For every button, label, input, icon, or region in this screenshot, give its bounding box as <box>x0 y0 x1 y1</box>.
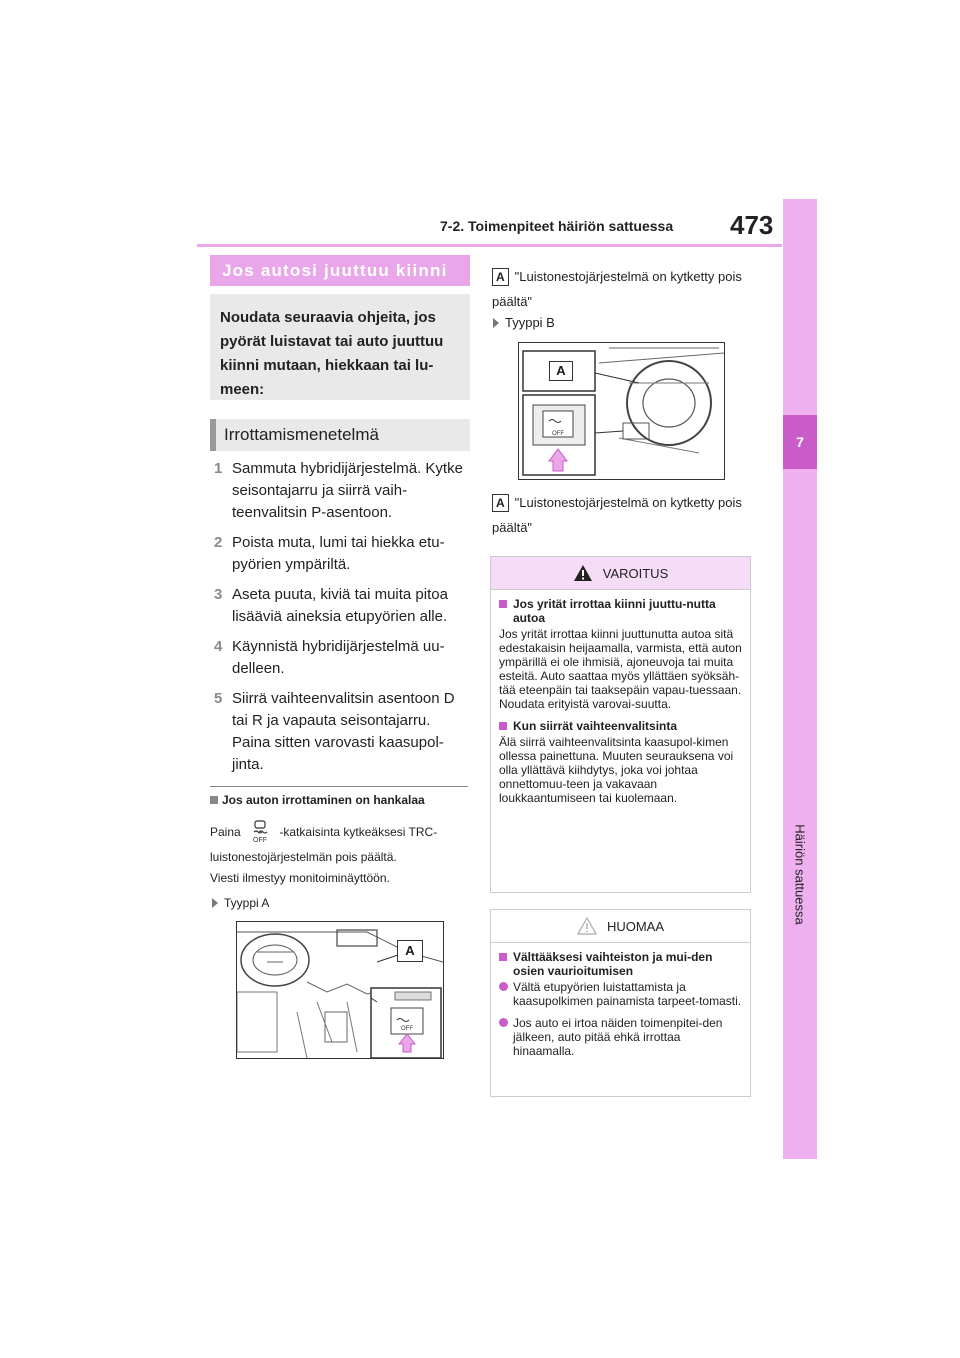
step-text: Aseta puuta, kiviä tai muita pitoa lisääviä aineksia etupyörien alle. <box>232 586 448 625</box>
subheading-text: Jos auton irrottaminen on hankalaa <box>222 793 425 807</box>
note-header <box>491 910 750 943</box>
instruction-line <box>210 820 472 844</box>
caution-icon <box>577 917 597 935</box>
warning-box <box>490 556 751 893</box>
triangle-bullet-icon <box>212 898 218 908</box>
label-a-callout: A <box>549 361 573 381</box>
triangle-bullet-icon <box>493 318 499 328</box>
side-tab <box>783 199 817 1159</box>
trc-off-switch-icon <box>248 820 272 844</box>
chapter-number: 7 <box>783 415 817 469</box>
section-heading: Irrottamismenetelmä <box>210 419 470 451</box>
svg-text:OFF: OFF <box>401 1026 413 1032</box>
note-bullet-2-text: Jos auto ei irtoa näiden toimenpitei-den jälkeen, auto pitää ehkä irrottaa hinaamalla. <box>513 1016 723 1058</box>
round-bullet-icon <box>499 1018 508 1027</box>
label-a-icon: A <box>492 268 509 286</box>
step-text: Käynnistä hybridijärjestelmä uu-delleen. <box>232 638 445 677</box>
square-bullet-icon <box>499 722 507 730</box>
figure-type-b <box>518 342 725 480</box>
topic-banner: Jos autosi juuttuu kiinni <box>210 255 470 286</box>
svg-text:OFF: OFF <box>552 431 564 437</box>
step-4 <box>210 636 472 680</box>
warning-title: VAROITUS <box>602 565 669 581</box>
note-box <box>490 909 751 1097</box>
katkaisin-text: -katkaisinta kytkeäksesi TRC- <box>279 825 438 839</box>
caption-a2-text: "Luistonestojärjestelmä on kytketty pois päältä" <box>492 495 742 535</box>
step-number: 5 <box>214 690 223 707</box>
type-b-text: Tyyppi B <box>505 315 555 330</box>
warning-header <box>491 557 750 590</box>
caption-a1 <box>492 264 752 314</box>
step-list <box>210 458 472 784</box>
page-number: 473 <box>730 210 774 240</box>
note-bullet-1 <box>499 980 742 1008</box>
intro-text: Noudata seuraavia ohjeita, jos pyörät luistavat tai auto juuttuu kiinni mutaan, hiekkaan tai lu-meen: <box>220 309 444 398</box>
warning-heading-1-text: Jos yrität irrottaa kiinni juuttu-nutta autoa <box>513 597 716 625</box>
note-bullet-1-text: Vältä etupyörien luistattamista ja kaasupolkimen painamista tarpeet-tomasti. <box>513 980 742 1008</box>
intro-box <box>210 294 470 400</box>
step-number: 3 <box>214 586 223 603</box>
note-heading-text: Välttääksesi vaihteiston ja mui-den osien vaurioitumisen <box>513 950 713 978</box>
step-1 <box>210 458 472 524</box>
paina-text: Paina <box>210 825 241 839</box>
divider <box>210 786 468 787</box>
note-body <box>491 943 750 1058</box>
round-bullet-icon <box>499 982 508 991</box>
square-bullet-icon <box>210 796 218 804</box>
step-text: Sammuta hybridijärjestelmä. Kytke seisontajarru ja siirrä vaih-teenvalitsin P-asentoon. <box>232 460 463 521</box>
chapter-title <box>783 799 817 949</box>
label-a-icon: A <box>492 494 509 512</box>
warning-text-2: Älä siirrä vaihteenvalitsinta kaasupol-kimen ollessa painettuna. Muuten seurauksena voi olla yllättävä kiihdytys, joka voi johtaa onnettomuu-teen ja vakavaan loukkaantumiseen tai kuolemaan. <box>499 735 734 805</box>
step-5 <box>210 688 472 776</box>
svg-text:OFF: OFF <box>253 837 268 844</box>
figure-type-a <box>236 921 444 1059</box>
caption-a2 <box>492 490 752 540</box>
note-heading <box>499 950 742 978</box>
step-number: 4 <box>214 638 223 655</box>
section-title: 7-2. Toimenpiteet häiriön sattuessa <box>440 218 674 234</box>
warning-heading-2-text: Kun siirrät vaihteenvalitsinta <box>513 719 678 733</box>
step-number: 1 <box>214 460 223 477</box>
warning-icon <box>573 564 593 582</box>
step-number: 2 <box>214 534 223 551</box>
step-text: Siirrä vaihteenvalitsin asentoon D tai R ja vapauta seisontajarru. Paina sitten varovasti kaasupol-jinta. <box>232 690 455 773</box>
step-3 <box>210 584 472 628</box>
type-b-label <box>493 315 555 331</box>
label-a-callout: A <box>397 940 423 962</box>
step-text: Poista muta, lumi tai hiekka etu-pyörien ympäriltä. <box>232 534 445 573</box>
square-bullet-icon <box>499 600 507 608</box>
instruction-line-2: luistonestojärjestelmän pois päältä. <box>210 850 397 864</box>
square-bullet-icon <box>499 953 507 961</box>
warning-heading-2 <box>499 719 742 733</box>
warning-body <box>491 590 750 805</box>
type-a-text: Tyyppi A <box>224 896 270 910</box>
instruction-line-3: Viesti ilmestyy monitoiminäyttöön. <box>210 871 390 885</box>
warning-heading-1 <box>499 597 742 625</box>
subheading <box>210 793 425 807</box>
type-a-label <box>212 895 269 911</box>
header-rule <box>197 244 782 247</box>
step-2 <box>210 532 472 576</box>
caption-a1-text: "Luistonestojärjestelmä on kytketty pois päältä" <box>492 269 742 309</box>
chapter-title-text: Häiriön sattuessa <box>792 823 808 925</box>
note-title: HUOMAA <box>606 918 665 934</box>
warning-text-1: Jos yrität irrottaa kiinni juuttunutta autoa sitä edestakaisin heijaamalla, varmista, että auton ympärillä ei ole ihmisiä, ajoneuvoja tai muita esteitä. Auto saattaa myös yllättäen syöksäh-tää eteenpäin tai taaksepäin vapau-tuessaan. Noudata erityistä varovai-suutta. <box>499 627 742 711</box>
note-bullet-2 <box>499 1016 742 1058</box>
